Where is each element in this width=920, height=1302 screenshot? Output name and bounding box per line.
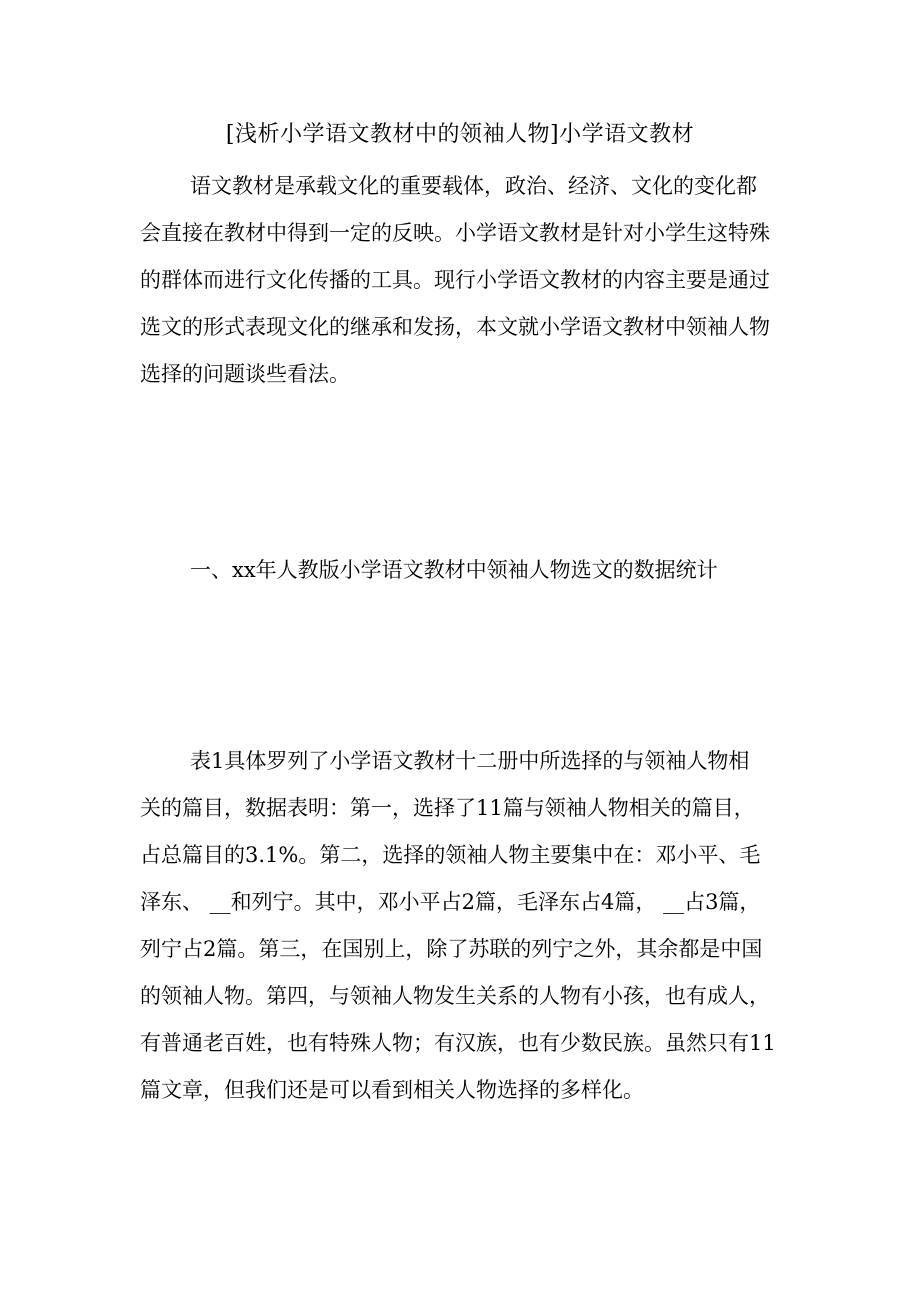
body-line-7: 有普通老百姓，也有特殊人物；有汉族，也有少数民族。虽然只有11: [140, 1031, 776, 1055]
body-line-4: 泽东、 __和列宁。其中，邓小平占2篇，毛泽东占4篇， __占3篇，: [140, 890, 761, 914]
section-heading: 一、xx年人教版小学语文教材中领袖人物选文的数据统计: [190, 558, 718, 582]
intro-line-3: 的群体而进行文化传播的工具。现行小学语文教材的内容主要是通过: [140, 268, 770, 292]
intro-line-2: 会直接在教材中得到一定的反映。小学语文教材是针对小学生这特殊: [140, 221, 770, 245]
body-line-8: 篇文章，但我们还是可以看到相关人物选择的多样化。: [140, 1078, 644, 1102]
body-line-3: 占总篇目的3.1%。第二，选择的领袖人物主要集中在：邓小平、毛: [140, 843, 761, 867]
body-line-5: 列宁占2篇。第三，在国别上，除了苏联的列宁之外，其余都是中国: [140, 937, 763, 961]
body-line-1: 表1具体罗列了小学语文教材十二册中所选择的与领袖人物相: [190, 749, 750, 773]
intro-line-4: 选文的形式表现文化的继承和发扬，本文就小学语文教材中领袖人物: [140, 315, 770, 339]
body-line-2: 关的篇目，数据表明：第一，选择了11篇与领袖人物相关的篇目，: [140, 796, 755, 820]
intro-line-1: 语文教材是承载文化的重要载体，政治、经济、文化的变化都: [190, 174, 757, 198]
intro-line-5: 选择的问题谈些看法。: [140, 362, 350, 386]
body-line-6: 的领袖人物。第四，与领袖人物发生关系的人物有小孩，也有成人，: [140, 984, 770, 1008]
document-title: [浅析小学语文教材中的领袖人物]小学语文教材: [225, 122, 695, 147]
